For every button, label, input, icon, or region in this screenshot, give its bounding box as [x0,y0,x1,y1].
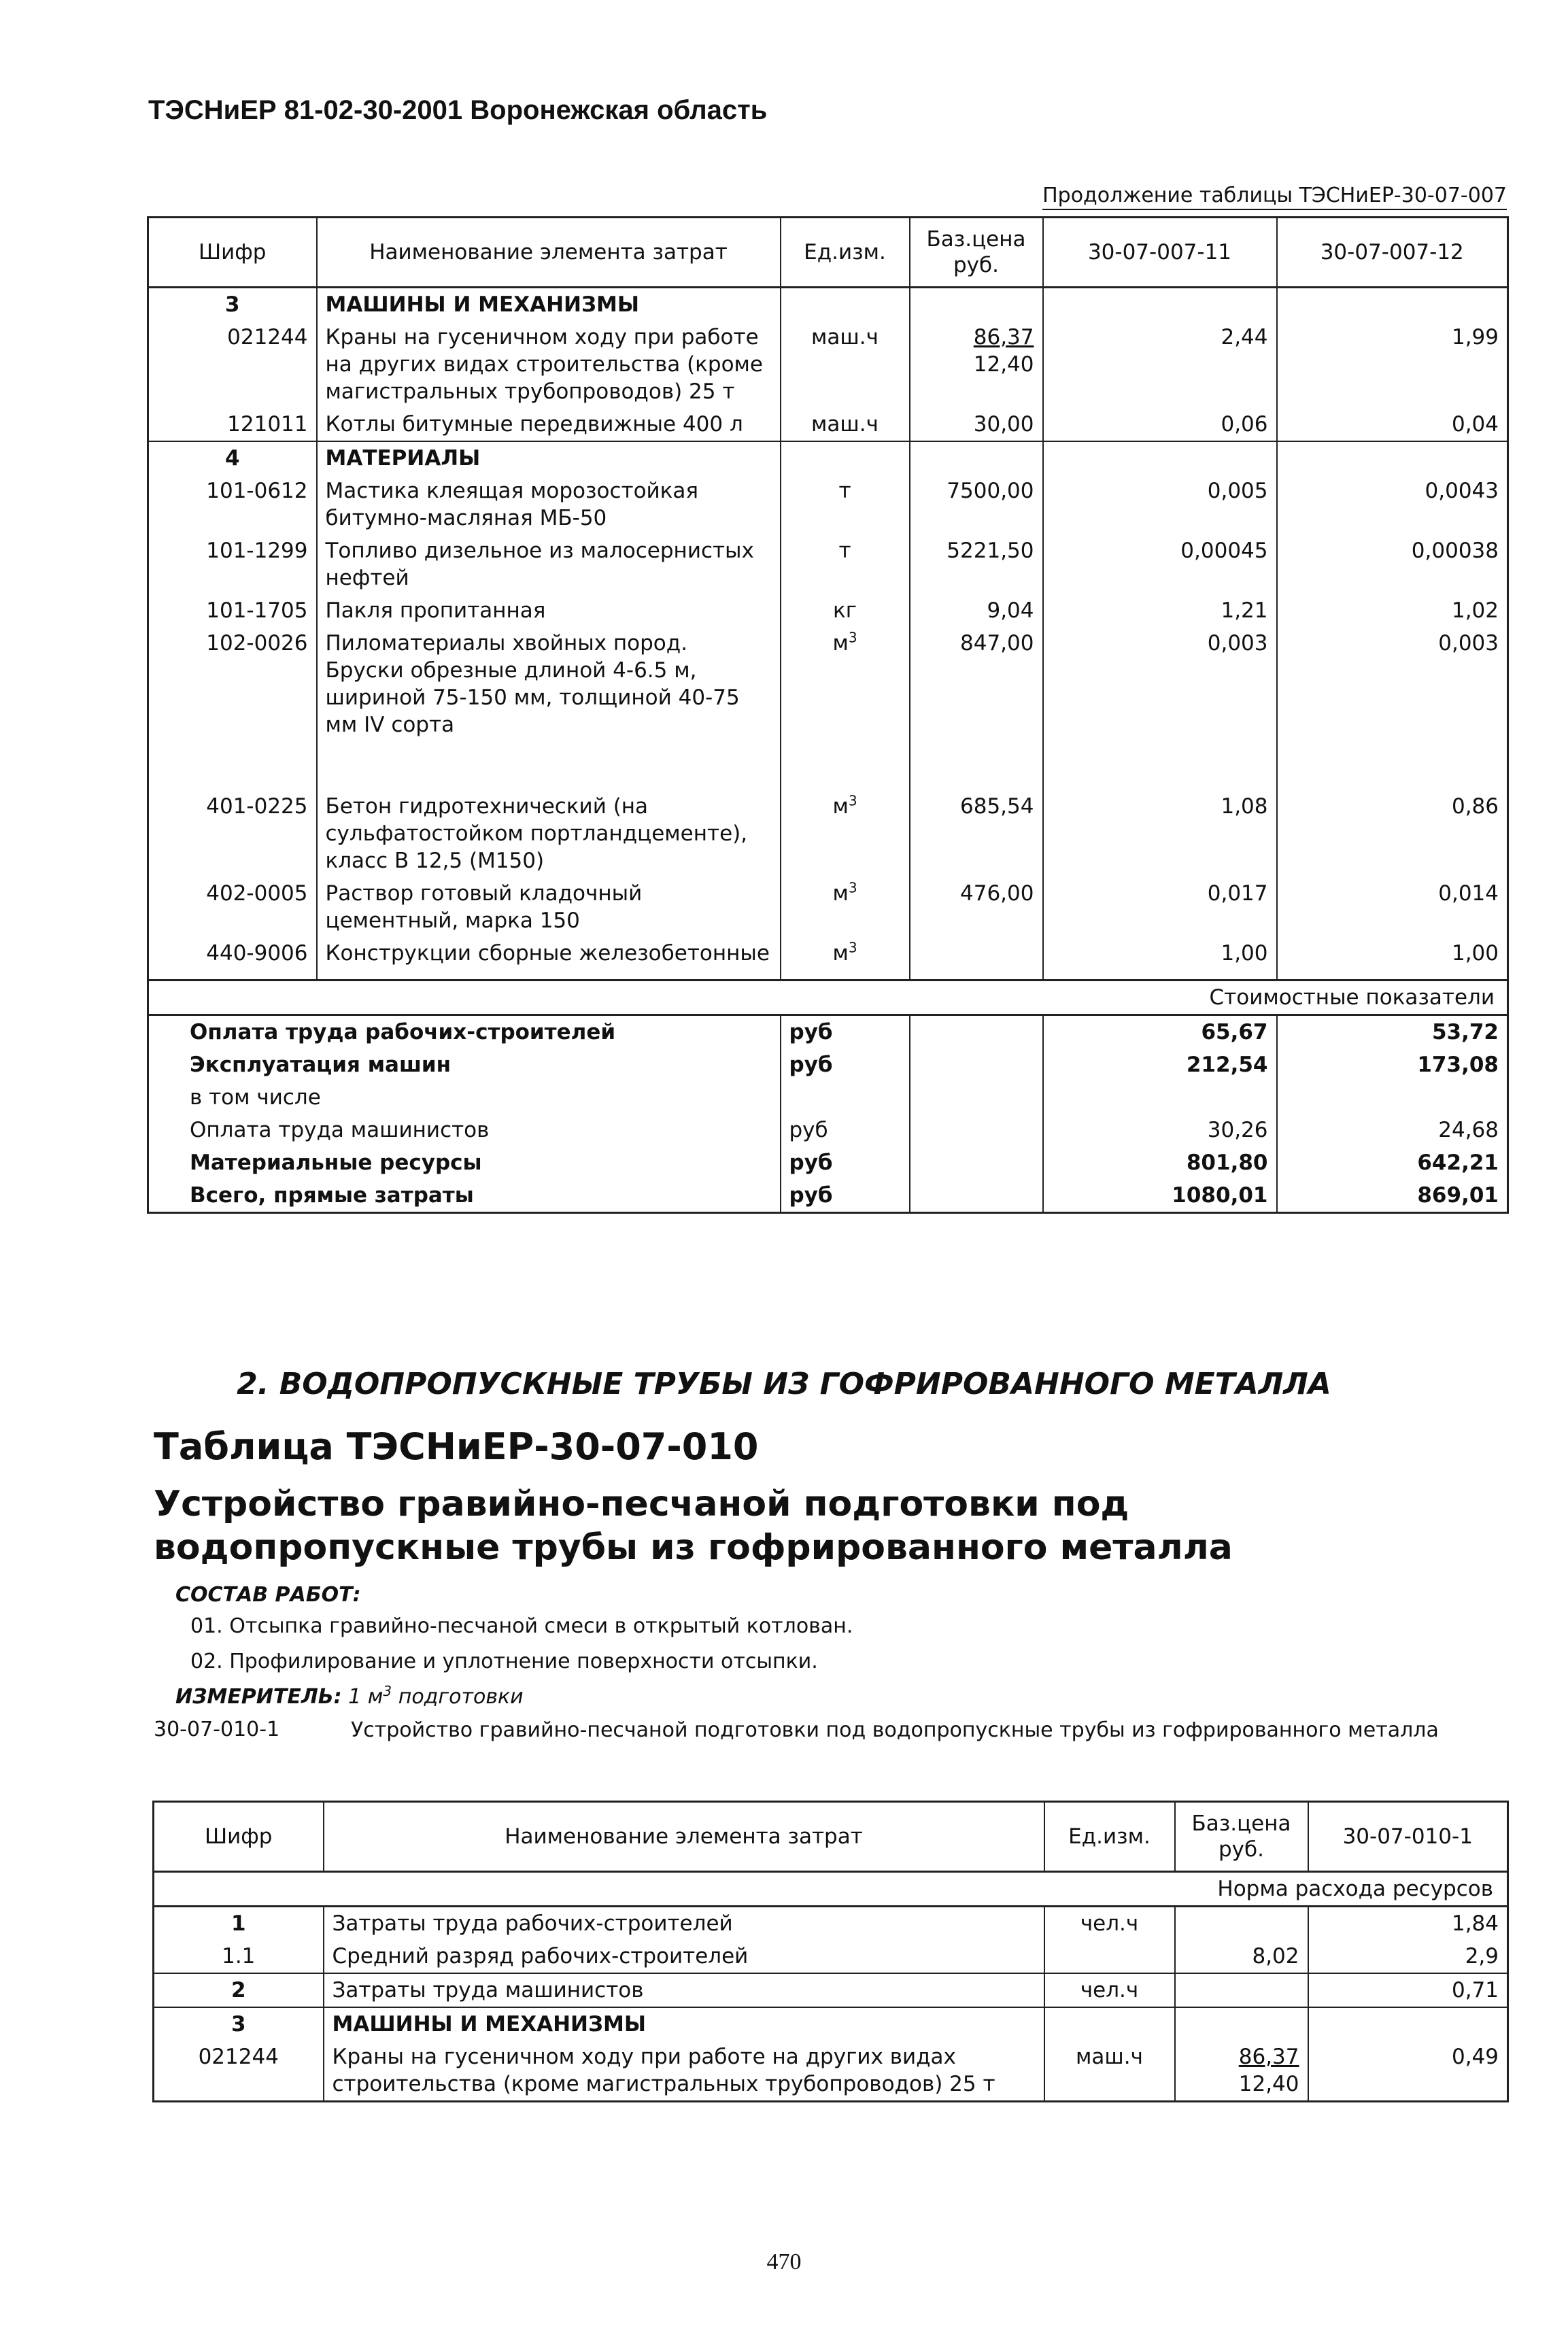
total-unit: руб [781,1114,910,1146]
row-code: 402-0005 [148,877,317,937]
row-code: 2 [154,1973,324,2007]
total-label: Эксплуатация машин [148,1049,781,1081]
meter-label: ИЗМЕРИТЕЛЬ: [175,1685,342,1709]
table-row [148,321,1508,408]
composition-item: 01. Отсыпка гравийно-песчаной смеси в открытый котлован. [190,1614,853,1638]
position-text: Устройство гравийно-песчаной подготовки под водопропускные трубы из гофрированного металла [351,1718,1439,1742]
row-unit [1044,1940,1175,1973]
row-unit: кг [781,594,910,627]
section-title: МАТЕРИАЛЫ [317,441,781,475]
row-norm-12: 0,014 [1277,877,1508,937]
row-price [1175,1907,1308,1941]
row-unit: $м^3$ [781,937,910,970]
table-row [154,1907,1508,1941]
row-name: Конструкции сборные железобетонные [317,937,781,970]
row-unit: т [781,534,910,594]
column-header-norm-12: 30-07-007-12 [1277,218,1508,288]
row-norm-12: 0,04 [1277,408,1508,441]
column-header-code: Шифр [154,1802,324,1872]
row-norm-11: 0,00045 [1043,534,1277,594]
row-code: 121011 [148,408,317,441]
row-price [1175,1973,1308,2007]
row-name: Краны на гусеничном ходу при работе на других видах строительства (кроме магистральных трубопроводов) 25 т [317,321,781,408]
row-norm: 1,84 [1308,1907,1508,1941]
total-label: Оплата труда машинистов [148,1114,781,1146]
table-row [154,1973,1508,2007]
table-row [148,594,1508,627]
row-norm: 2,9 [1308,1940,1508,1973]
meter-line: ИЗМЕРИТЕЛЬ: 1 $м^3$ подготовки [175,1683,524,1709]
row-price: 476,00 [910,877,1043,937]
table-row [148,475,1508,534]
column-header-unit: Ед.изм. [781,218,910,288]
work-title: Устройство гравийно-песчаной подготовки под водопропускные трубы из гофрированного металла [154,1484,1233,1568]
section-row [154,2007,1508,2041]
total-label: Оплата труда рабочих-строителей [148,1015,781,1049]
table-row [148,408,1508,441]
column-header-code: Шифр [148,218,317,288]
total-unit: руб [781,1179,910,1213]
row-price: 847,00 [910,627,1043,741]
page-number: 470 [766,2249,802,2274]
total-unit: руб [781,1146,910,1179]
section-code: 4 [148,441,317,475]
row-norm-12: 0,00038 [1277,534,1508,594]
total-unit: руб [781,1015,910,1049]
total-label: в том числе [148,1081,781,1114]
row-name: Топливо дизельное из малосернистых нефтей [317,534,781,594]
row-unit: $м^3$ [781,790,910,877]
row-price-value: 86,37 [973,325,1034,350]
row-norm: 0,71 [1308,1973,1508,2007]
row-unit: маш.ч [1044,2041,1175,2102]
table-row [154,1940,1508,1973]
row-norm-12: 1,00 [1277,937,1508,970]
row-price: 30,00 [910,408,1043,441]
row-code: 1 [154,1907,324,1941]
total-row [148,1179,1508,1213]
row-code: 1.1 [154,1940,324,1973]
row-norm-11: 0,005 [1043,475,1277,534]
meter-suffix: подготовки [398,1685,524,1709]
row-norm-11: 0,06 [1043,408,1277,441]
table-row [148,627,1508,741]
row-code: 021244 [148,321,317,408]
row-norm-12: 1,02 [1277,594,1508,627]
row-norm-12: 0,86 [1277,790,1508,877]
cost-indicators-header [148,981,1508,1015]
total-unit: руб [781,1049,910,1081]
section-row [148,288,1508,322]
row-price-value: 86,37 [1238,2045,1299,2069]
composition-item: 02. Профилирование и уплотнение поверхности отсыпки. [190,1650,818,1673]
row-name: Котлы битумные передвижные 400 л [317,408,781,441]
column-header-unit: Ед.изм. [1044,1802,1175,1872]
row-norm-11: 0,003 [1043,627,1277,741]
row-name: Затраты труда машинистов [324,1973,1044,2007]
row-norm-11: 1,21 [1043,594,1277,627]
total-value-12: 53,72 [1277,1015,1508,1049]
row-price: 685,54 [910,790,1043,877]
cost-indicators-label: Стоимостные показатели [148,981,1508,1015]
table-header-row [154,1802,1508,1872]
table-row [148,937,1508,970]
section-code: 3 [154,2007,324,2041]
spacer-row [148,741,1508,790]
total-value-12: 173,08 [1277,1049,1508,1081]
row-norm-12: 0,0043 [1277,475,1508,534]
composition-label: СОСТАВ РАБОТ: [175,1583,361,1607]
unit-text: м [832,631,849,655]
row-name: Краны на гусеничном ходу при работе на других видах строительства (кроме магистральных трубопроводов) 25 т [324,2041,1044,2102]
row-code: 401-0225 [148,790,317,877]
table-row [154,2041,1508,2102]
total-value-12: 24,68 [1277,1114,1508,1146]
unit-text: м [832,941,849,966]
row-price-secondary: 12,40 [1238,2072,1299,2096]
row-code: 102-0026 [148,627,317,741]
resource-table-30-07-007 [147,216,1509,1214]
table-row [148,877,1508,937]
row-norm-11: 2,44 [1043,321,1277,408]
total-value-11: 212,54 [1043,1049,1277,1081]
row-unit: $м^3$ [781,627,910,741]
total-value-11: 1080,01 [1043,1179,1277,1213]
section-heading: 2. ВОДОПРОПУСКНЫЕ ТРУБЫ ИЗ ГОФРИРОВАННОГО МЕТАЛЛА [237,1367,1331,1401]
column-header-norm: 30-07-010-1 [1308,1802,1508,1872]
table-title: Таблица ТЭСНиЕР-30-07-010 [154,1425,759,1468]
row-code: 101-0612 [148,475,317,534]
norm-header-row [154,1872,1508,1907]
row-name: Мастика клеящая морозостойкая битумно-масляная МБ-50 [317,475,781,534]
table-header-row [148,218,1508,288]
row-norm-12: 1,99 [1277,321,1508,408]
unit-text: м [832,794,849,819]
row-price: 8,02 [1175,1940,1308,1973]
total-row [148,1146,1508,1179]
row-code: 101-1705 [148,594,317,627]
total-row [148,1081,1508,1114]
position-code: 30-07-010-1 [154,1718,280,1741]
column-header-price: Баз.цена руб. [1175,1802,1308,1872]
table-row [148,790,1508,877]
total-value-11: 65,67 [1043,1015,1277,1049]
row-code: 021244 [154,2041,324,2102]
total-row [148,1015,1508,1049]
total-value-11: 30,26 [1043,1114,1277,1146]
table-continuation-label: Продолжение таблицы ТЭСНиЕР-30-07-007 [1042,184,1507,207]
row-code: 101-1299 [148,534,317,594]
section-title: МАШИНЫ И МЕХАНИЗМЫ [317,288,781,322]
column-header-name: Наименование элемента затрат [317,218,781,288]
row-unit: чел.ч [1044,1973,1175,2007]
row-name: Пакля пропитанная [317,594,781,627]
row-price-secondary: 12,40 [973,352,1034,377]
row-code: 440-9006 [148,937,317,970]
column-header-price: Баз.цена руб. [910,218,1043,288]
row-unit: чел.ч [1044,1907,1175,1941]
row-name: Средний разряд рабочих-строителей [324,1940,1044,1973]
norm-header-label: Норма расхода ресурсов [154,1872,1508,1907]
row-unit: маш.ч [781,408,910,441]
row-price [910,937,1043,970]
total-row [148,1049,1508,1081]
total-value-11: 801,80 [1043,1146,1277,1179]
total-value-12: 642,21 [1277,1146,1508,1179]
column-header-name: Наименование элемента затрат [324,1802,1044,1872]
row-price: 7500,00 [910,475,1043,534]
total-label: Всего, прямые затраты [148,1179,781,1213]
row-price [910,321,1043,408]
row-name: Бетон гидротехнический (на сульфатостойком портландцементе), класс В 12,5 (М150) [317,790,781,877]
running-header: ТЭСНиЕР 81-02-30-2001 Воронежская область [148,95,768,125]
spacer-row [148,970,1508,981]
resource-table-30-07-010 [152,1801,1509,2102]
row-unit: $м^3$ [781,877,910,937]
section-code: 3 [148,288,317,322]
row-name: Пиломатериалы хвойных пород. Бруски обрезные длиной 4-6.5 м, шириной 75-150 мм, толщиной 40-75 мм IV сорта [317,627,781,741]
row-norm-11: 1,00 [1043,937,1277,970]
row-unit: маш.ч [781,321,910,408]
section-title: МАШИНЫ И МЕХАНИЗМЫ [324,2007,1044,2041]
section-row [148,441,1508,475]
row-name: Затраты труда рабочих-строителей [324,1907,1044,1941]
table-row [148,534,1508,594]
row-unit: т [781,475,910,534]
row-norm-11: 0,017 [1043,877,1277,937]
row-price [1175,2041,1308,2102]
meter-value: 1 м [348,1685,384,1709]
row-norm-11: 1,08 [1043,790,1277,877]
total-row [148,1114,1508,1146]
column-header-norm-11: 30-07-007-11 [1043,218,1277,288]
row-price: 9,04 [910,594,1043,627]
row-norm: 0,49 [1308,2041,1508,2102]
total-label: Материальные ресурсы [148,1146,781,1179]
unit-text: м [832,881,849,906]
row-norm-12: 0,003 [1277,627,1508,741]
row-price: 5221,50 [910,534,1043,594]
row-name: Раствор готовый кладочный цементный, марка 150 [317,877,781,937]
total-value-12: 869,01 [1277,1179,1508,1213]
